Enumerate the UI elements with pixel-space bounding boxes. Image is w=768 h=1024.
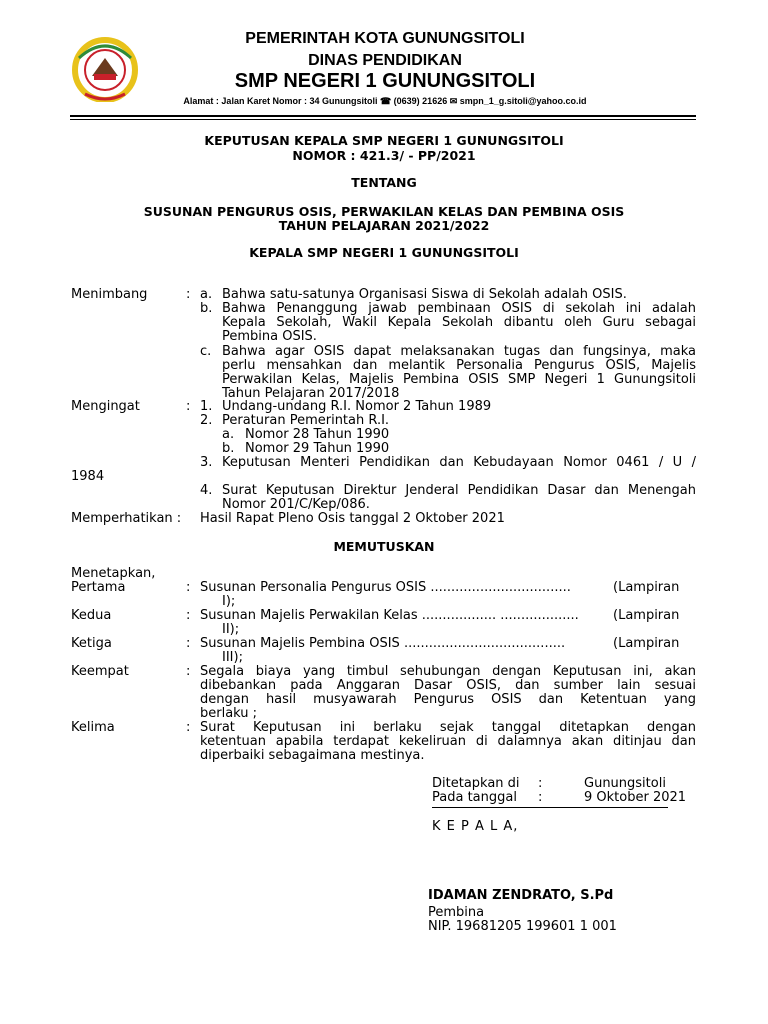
signature-date-rule: [432, 807, 668, 808]
ditetapkan-label: Ditetapkan di: [432, 776, 520, 791]
keempat-line-4: berlaku ;: [200, 706, 258, 721]
kelima-line-1: Surat Keputusan ini berlaku sejak tanggal ditetapkan dengan: [200, 720, 696, 735]
menimbang-c-line-1: Bahwa agar OSIS dapat melaksanakan tugas dan fungsinya, maka: [222, 344, 696, 359]
tentang-heading: TENTANG: [351, 175, 417, 190]
decree-number: NOMOR : 421.3/ - PP/2021: [292, 148, 476, 163]
ketiga-colon: :: [186, 636, 191, 651]
mengingat-2b-marker: b.: [222, 441, 235, 456]
menimbang-a-marker: a.: [200, 287, 213, 302]
pertama-colon: :: [186, 580, 191, 595]
menimbang-b-line-1: Bahwa Penanggung jawab pembinaan OSIS di sekolah ini adalah: [222, 301, 696, 316]
mengingat-2a-marker: a.: [222, 427, 235, 442]
mengingat-4-line-1: Surat Keputusan Direktur Jenderal Pendidikan Dasar dan Menengah: [222, 483, 696, 498]
kedua-text: Susunan Majelis Perwakilan Kelas .................. ...................: [200, 608, 579, 623]
subject-line-2: TAHUN PELAJARAN 2021/2022: [278, 218, 490, 233]
ditetapkan-value: Gunungsitoli: [584, 776, 666, 791]
letterhead-rule-thick: [70, 115, 696, 117]
signatory-nip: NIP. 19681205 199601 1 001: [428, 919, 617, 934]
tanggal-value: 9 Oktober 2021: [584, 790, 687, 805]
mengingat-3-text: Keputusan Menteri Pendidikan dan Kebudayaan Nomor 0461 / U /: [222, 455, 696, 470]
tanggal-colon: :: [538, 790, 543, 805]
menimbang-c-line-2: perlu mensahkan dan melantik Personalia Pengurus OSIS, Majelis: [222, 358, 696, 373]
school-name: SMP NEGERI 1 GUNUNGSITOLI: [234, 70, 536, 92]
mengingat-3-wrap: 1984: [71, 469, 105, 484]
mengingat-2b-text: Nomor 29 Tahun 1990: [245, 441, 390, 456]
pertama-lampiran-number: I);: [222, 594, 236, 609]
ketiga-lampiran-number: III);: [222, 650, 243, 665]
memperhatikan-text: Hasil Rapat Pleno Osis tanggal 2 Oktober 2021: [200, 511, 505, 526]
keempat-colon: :: [186, 664, 191, 679]
keempat-line-2: dibebankan pada Anggaran Dasar OSIS, dan sumber lain sesuai: [200, 678, 696, 693]
subject-line-1: SUSUNAN PENGURUS OSIS, PERWAKILAN KELAS DAN PEMBINA OSIS: [143, 204, 625, 219]
mengingat-1-text: Undang-undang R.I. Nomor 2 Tahun 1989: [222, 399, 492, 414]
menimbang-c-line-4: Tahun Pelajaran 2017/2018: [222, 386, 400, 401]
mengingat-3-marker: 3.: [200, 455, 213, 470]
menimbang-b-line-2: Kepala Sekolah, Wakil Kepala Sekolah dibantu oleh Guru sebagai: [222, 315, 696, 330]
memutuskan-heading: MEMUTUSKAN: [333, 539, 435, 554]
menimbang-c-line-3: Perwakilan Kelas, Majelis Pembina OSIS SMP Negeri 1 Gunungsitoli: [222, 372, 696, 387]
ketiga-label: Ketiga: [71, 636, 112, 651]
pertama-text: Susunan Personalia Pengurus OSIS ..................................: [200, 580, 571, 595]
signatory-rank: Pembina: [428, 905, 485, 920]
mengingat-2a-text: Nomor 28 Tahun 1990: [245, 427, 390, 442]
department-name: DINAS PENDIDIKAN: [308, 52, 462, 69]
kelima-line-3: diperbaiki sebagaimana mestinya.: [200, 748, 425, 763]
letterhead-rule-thin: [70, 119, 696, 120]
mengingat-4-marker: 4.: [200, 483, 213, 498]
keempat-label: Keempat: [71, 664, 129, 679]
menimbang-b-marker: b.: [200, 301, 213, 316]
kedua-colon: :: [186, 608, 191, 623]
kedua-label: Kedua: [71, 608, 112, 623]
menetapkan-label: Menetapkan,: [71, 566, 156, 581]
signatory-position: K E P A L A,: [432, 819, 519, 834]
kedua-lampiran-number: II);: [222, 622, 240, 637]
keempat-line-1: Segala biaya yang timbul sehubungan dengan Keputusan ini, akan: [200, 664, 696, 679]
mengingat-2-text: Peraturan Pemerintah R.I.: [222, 413, 390, 428]
menimbang-c-marker: c.: [200, 344, 212, 359]
tanggal-label: Pada tanggal: [432, 790, 517, 805]
kelima-colon: :: [186, 720, 191, 735]
kelima-label: Kelima: [71, 720, 115, 735]
keempat-line-3: dengan hasil musyawarah Pengurus OSIS dan Ketentuan yang: [200, 692, 696, 707]
kelima-line-2: ketentuan apabila terdapat kekeliruan di dalamnya akan ditinjau dan: [200, 734, 696, 749]
pertama-label: Pertama: [71, 580, 126, 595]
ketiga-text: Susunan Majelis Pembina OSIS .......................................: [200, 636, 566, 651]
signatory-name: IDAMAN ZENDRATO, S.Pd: [428, 888, 614, 903]
memperhatikan-label: Memperhatikan :: [71, 511, 182, 526]
decree-title: KEPUTUSAN KEPALA SMP NEGERI 1 GUNUNGSITOLI: [204, 133, 564, 148]
menimbang-colon: :: [186, 287, 191, 302]
ketiga-lampiran: (Lampiran: [613, 636, 680, 651]
school-emblem-logo: [70, 36, 140, 102]
menimbang-a-text: Bahwa satu-satunya Organisasi Siswa di Sekolah adalah OSIS.: [222, 287, 627, 302]
mengingat-2-marker: 2.: [200, 413, 213, 428]
kedua-lampiran: (Lampiran: [613, 608, 680, 623]
mengingat-colon: :: [186, 399, 191, 414]
mengingat-1-marker: 1.: [200, 399, 213, 414]
pertama-lampiran: (Lampiran: [613, 580, 680, 595]
authority-heading: KEPALA SMP NEGERI 1 GUNUNGSITOLI: [249, 245, 519, 260]
school-address: Alamat : Jalan Karet Nomor : 34 Gunungsitoli ☎ (0639) 21626 ✉ smpn_1_g.sitoli@yahoo.co.id: [183, 96, 587, 106]
mengingat-4-line-2: Nomor 201/C/Kep/086.: [222, 497, 370, 512]
ditetapkan-colon: :: [538, 776, 543, 791]
mengingat-label: Mengingat: [71, 399, 140, 414]
menimbang-b-line-3: Pembina OSIS.: [222, 329, 317, 344]
menimbang-label: Menimbang: [71, 287, 148, 302]
government-name: PEMERINTAH KOTA GUNUNGSITOLI: [245, 30, 525, 47]
